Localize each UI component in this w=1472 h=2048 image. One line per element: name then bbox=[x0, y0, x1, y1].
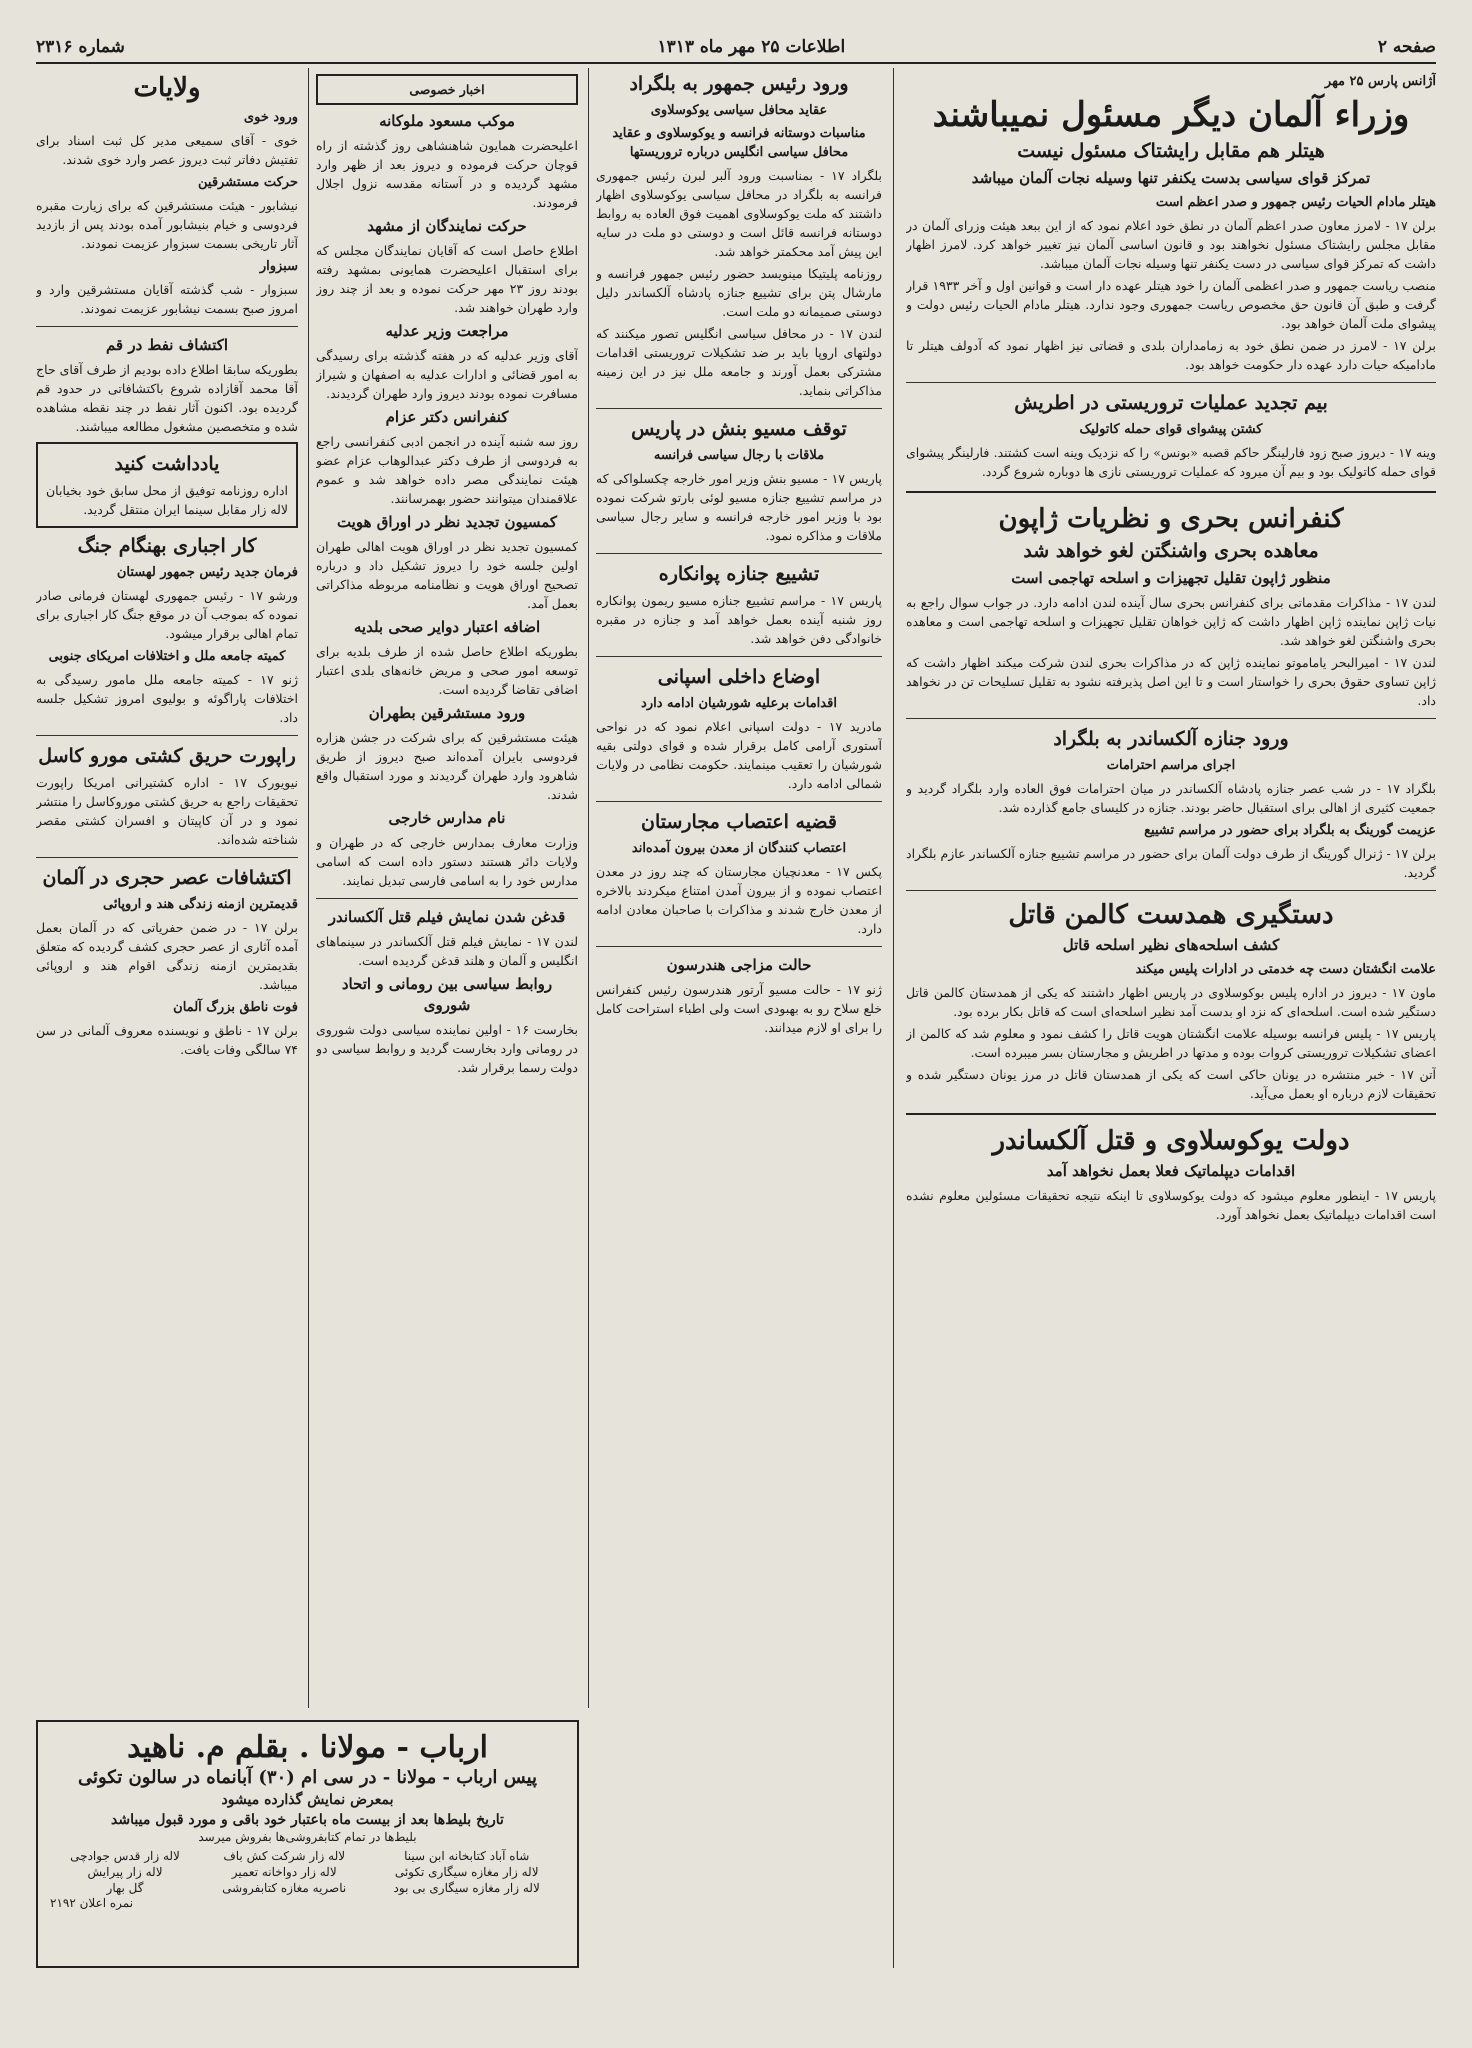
table-cell: لاله زار قدس جوادچی bbox=[70, 1849, 180, 1863]
headline: اضافه اعتبار دوایر صحی بلدیه bbox=[353, 618, 541, 636]
subheadline: اعتصاب کنندگان از معدن بیرون آمده‌اند bbox=[631, 841, 847, 856]
section-heading: عزیمت گورینگ به بلگراد برای حضور در مراسم تشییع bbox=[1144, 823, 1436, 838]
article-paragraph: نیشابور - هیئت مستشرقین که برای زیارت مقبره فردوسی و خیام بنیشابور آمده بودند پس از بازدید آثار تاریخی بسمت سبزوار عزیمت نمودند. bbox=[36, 198, 298, 251]
masthead-date: اطلاعات ۲۵ مهر ماه ۱۳۱۳ bbox=[657, 37, 846, 57]
section-box: اخبار خصوصی bbox=[316, 74, 578, 105]
ad-line: بمعرض نمایش گذارده میشود bbox=[221, 1792, 394, 1808]
article-paragraph: ژنو ۱۷ - حالت مسیو آرتور هندرسون رئیس کنفرانس خلع سلاح رو به بهبودی است ولی اطباء استراحت کامل را برای او لازم میدانند. bbox=[596, 982, 882, 1035]
subheadline: مناسبات دوستانه فرانسه و یوکوسلاوی و عقاید محافل سیاسی انگلیس درباره تروریستها bbox=[612, 126, 866, 160]
headline: دولت یوکوسلاوی و قتل آلکساندر bbox=[992, 1126, 1350, 1156]
table-cell: گل بهار bbox=[106, 1881, 144, 1895]
article-paragraph: بطوریکه سابقا اطلاع داده بودیم از طرف آقای حاج آقا محمد آقازاده شروع باکتشافاتی در حدود قم گردیده بود. اکنون آثار نفط در چند نقطه مشاهده شده و متخصصین مشغول مطالعه میباشند. bbox=[36, 362, 298, 434]
article-paragraph: برلن ۱۷ - لامرز معاون صدر اعظم آلمان در نطق خود اعلام نمود که از این ببعد هیئت وزرای آلمان در مقابل مجلس رایشتاک مسئول نخواهند بود و قانون اساسی آلمان نیز تغییر خواهد کرد. لامرز اظهار داشت که تمرکز قوای سیاسی در دست یکنفر تنها وسیله نجات آلمان میباشد. bbox=[906, 218, 1436, 271]
section-heading: هیتلر مادام الحیات رئیس جمهور و صدر اعظم است bbox=[1155, 195, 1436, 210]
ad-line: پیس ارباب - مولانا - در سی ام (۳۰) آبانماه در سالون تکوئی bbox=[77, 1767, 538, 1788]
headline: اکتشاف نفط در قم bbox=[105, 336, 229, 354]
article-paragraph: ژنو ۱۷ - کمیته جامعه ملل مامور رسیدگی به اختلافات پاراگوئه و بولیوی امروز تشکیل جلسه داد. bbox=[36, 672, 298, 725]
article-paragraph: خوی - آقای سمیعی مدیر کل ثبت اسناد برای تفتیش دفاتر ثبت دیروز عصر وارد خوی شدند. bbox=[36, 133, 298, 167]
ad-title: ارباب - مولانا . بقلم م. ناهید bbox=[127, 1730, 488, 1765]
article-paragraph: اعلیحضرت همایون شاهنشاهی روز گذشته از راه قوچان حرکت فرموده و دیروز بعد از ظهر وارد مشهد گردیده و در آستانه مقدسه نزول اجلال فرمودند. bbox=[316, 138, 578, 210]
article-paragraph: بلگراد ۱۷ - بمناسبت ورود آلبر لبرن رئیس جمهوری فرانسه به بلگراد در محافل سیاسی یوکوسلاوی اظهار داشتند که ملت یوکوسلاوی اهمیت فوق العاده به روابط دوستانه فرانسه قائل است و دوستی دو ملت در سایه این پیش آمد محکمتر خواهد شد. bbox=[596, 168, 882, 259]
page-number: صفحه ۲ bbox=[1377, 37, 1436, 57]
headline: اوضاع داخلی اسپانی bbox=[657, 666, 821, 688]
table-cell: ناصریه مغازه کتابفروشی bbox=[222, 1881, 347, 1895]
subheadline: تمرکز قوای سیاسی بدست یکنفر تنها وسیله نجات آلمان میباشد bbox=[971, 169, 1371, 187]
headline: مراجعت وزیر عدلیه bbox=[385, 322, 509, 340]
article-paragraph: آتن ۱۷ - خبر منتشره در یونان حاکی است که یکی از همدستان قاتل در مرز یونان دستگیر شده و تحقیقات لازم درباره او بعمل می‌آید. bbox=[906, 1067, 1436, 1101]
headline: ورود رئیس جمهور به بلگراد bbox=[629, 73, 849, 95]
article-paragraph: برلن ۱۷ - لامرز در ضمن نطق خود به زمامداران بلدی و قضاتی نیز اظهار نمود که آدولف هیتلر تا مادامیکه حیات دارد عهده دار حکومت خواهد بود. bbox=[906, 338, 1436, 372]
article-paragraph: هیئت مستشرقین که برای شرکت در جشن هزاره فردوسی بایران آمده‌اند صبح دیروز از طریق شاهرود وارد طهران گردیدند و مورد استقبال واقع شدند. bbox=[316, 730, 578, 802]
article-paragraph: ورشو ۱۷ - رئیس جمهوری لهستان فرمانی صادر نموده که بموجب آن در موقع جنگ کار اجباری برای تمام اهالی برقرار میشود. bbox=[36, 588, 298, 641]
subheadline: کشتن پیشوای قوای حمله کاتولیک bbox=[1079, 422, 1263, 437]
table-cell: لاله زار شرکت کش باف bbox=[223, 1849, 346, 1863]
article-paragraph: آقای وزیر عدلیه که در هفته گذشته برای رسیدگی به امور قضائی و ادارات عدلیه به اصفهان و شیراز مسافرت نموده بودند دیروز وارد طهران گردیدند. bbox=[316, 348, 578, 401]
headline: ورود جنازه آلکساندر به بلگراد bbox=[1053, 728, 1289, 750]
subheadline: عقاید محافل سیاسی یوکوسلاوی bbox=[650, 103, 828, 118]
article-paragraph: لندن ۱۷ - مذاکرات مقدماتی برای کنفرانس بحری سال آینده لندن ادامه دارد. در جواب سوال راجع به نیات ژاپن نماینده ژاپن اظهار داشت که ژاپن خواهان تقلیل تجهیزات و اسلحه تهاجمی است و معاهده بحری واشنگتن لغو خواهد شد. bbox=[906, 595, 1436, 648]
table-row bbox=[50, 1864, 565, 1880]
subheadline: هیتلر هم مقابل رایشتاک مسئول نیست bbox=[1017, 140, 1325, 162]
column-rule bbox=[588, 68, 589, 1708]
article-paragraph: بطوریکه اطلاع حاصل شده از طرف بلدیه برای توسعه امور صحی و مریض خانه‌های بلدی اعتبار اضافی تقاضا گردیده است. bbox=[316, 644, 578, 697]
article-paragraph: پاریس ۱۷ - مسیو بنش وزیر امور خارجه چکسلواکی که در مراسم تشییع جنازه مسیو لوئی بارتو شرکت نموده بود با وزیر امور خارجه فرانسه و سایر رجال سیاسی ملاقات و مذاکره نمود. bbox=[596, 471, 882, 543]
headline: راپورت حریق کشتی مورو کاسل bbox=[38, 745, 296, 767]
column-foreign bbox=[596, 68, 882, 1968]
article-paragraph: لندن ۱۷ - در محافل سیاسی انگلیس تصور میکنند که دولتهای اروپا باید بر ضد تشکیلات تروریستی اقدامات مشترکی بعمل آورند و جامعه ملل نیز در این زمینه مذاکراتی بنماید. bbox=[596, 326, 882, 398]
column-rule bbox=[308, 68, 309, 1708]
headline: بیم تجدید عملیات تروریستی در اطریش bbox=[1014, 392, 1328, 414]
ad-number: نمره اعلان ۲۱۹۲ bbox=[50, 1896, 134, 1910]
article-paragraph: وینه ۱۷ - دیروز صبح زود فارلینگر حاکم قصبه «بونس» را که نزدیک وینه است کشتند. فارلینگر پیشوای قوای حمله کاتولیک بود و بیم آن میرود که عملیات تروریستی نازی ها دوباره شروع گردد. bbox=[906, 445, 1436, 479]
article-paragraph: کمسیون تجدید نظر در اوراق هویت اهالی طهران اولین جلسه خود را دیروز تشکیل داد و درباره تصحیح اوراق هویت و نظامنامه مربوطه مذاکراتی بعمل آمد. bbox=[316, 539, 578, 611]
section-heading: سبزوار bbox=[259, 259, 298, 274]
subheadline: اجرای مراسم احترامات bbox=[1106, 758, 1236, 773]
article-paragraph: بخارست ۱۶ - اولین نماینده سیاسی دولت شوروی در رومانی وارد بخارست گردید و روابط سیاسی دو دولت رسما برقرار شد. bbox=[316, 1022, 578, 1075]
ad-line: تاریخ بلیط‌ها بعد از بیست ماه باعتبار خود باقی و مورد قبول میباشد bbox=[111, 1812, 504, 1828]
headline: حرکت نمایندگان از مشهد bbox=[367, 217, 527, 235]
column-local bbox=[316, 68, 578, 1708]
section-heading: ورود خوی bbox=[243, 110, 298, 125]
column-rule bbox=[893, 68, 894, 1968]
subheadline: منظور ژاپون تقلیل تجهیزات و اسلحه تهاجمی است bbox=[1011, 569, 1331, 587]
article-paragraph: پکس ۱۷ - معدنچیان مجارستان که چند روز در معدن اعتصاب نموده و از بیرون آمدن امتناع میکردند بالاخره از معدن خارج شدند و مذاکرات با صاحبان معادن ادامه دارد. bbox=[596, 864, 882, 936]
table-row bbox=[50, 1848, 565, 1864]
article-paragraph: بلگراد ۱۷ - در شب عصر جنازه پادشاه آلکساندر در میان احترامات فوق العاده وارد بلگراد گردید و جمعیت کثیری از اهالی برای استقبال حاضر بودند. جنازه در کلیسای جامع گذارده شد. bbox=[906, 781, 1436, 815]
article-paragraph: لندن ۱۷ - امیرالبحر یاماموتو نماینده ژاپن که در مذاکرات بحری لندن شرکت میکند اظهار داشت که ژاپن تساوی حقوق بحری را خواستار است و تا این اصل پذیرفته نشود به تقلیل تسلیحات تن در نخواهد داد. bbox=[906, 655, 1436, 708]
table-cell: لاله زار مغازه سیگاری بی بود bbox=[393, 1881, 540, 1895]
headline-main: وزراء آلمان دیگر مسئول نمیباشند bbox=[932, 95, 1410, 135]
article-paragraph: وزارت معارف بمدارس خارجی که در طهران و ولایات دائر هستند دستور داده است که اسامی مدارس خود را به اسامی فارسی تبدیل نمایند. bbox=[316, 835, 578, 888]
article-paragraph: روز سه شنبه آینده در انجمن ادبی کنفرانسی راجع به فردوسی از طرف دکتر عبدالوهاب عزام عضو هیئت نمایندگی مصر داده خواهد شد و عموم علاقمندان میتوانند حضور بهمرسانند. bbox=[316, 434, 578, 506]
headline: تشییع جنازه پوانکاره bbox=[658, 563, 820, 585]
article-paragraph: اطلاع حاصل است که آقایان نمایندگان مجلس که برای استقبال اعلیحضرت همایونی بمشهد رفته بودند روز ۲۳ مهر حرکت نموده و بعد از چند روز وارد طهران خواهند شد. bbox=[316, 243, 578, 315]
headline: روابط سیاسی بین رومانی و اتحاد شوروی bbox=[341, 975, 553, 1014]
article-paragraph: لندن ۱۷ - نمایش فیلم قتل آلکساندر در سینماهای انگلیس و آلمان و هلند قدغن گردیده است. bbox=[316, 934, 578, 968]
article-paragraph: برلن ۱۷ - ژنرال گورینگ از طرف دولت آلمان برای حضور در مراسم تشییع جنازه آلکساندر عازم بلگراد گردید. bbox=[906, 846, 1436, 880]
subheadline: اقدامات برعلیه شورشیان ادامه دارد bbox=[641, 696, 837, 711]
headline: اکتشافات عصر حجری در آلمان bbox=[42, 867, 292, 889]
article-paragraph: نیویورک ۱۷ - اداره کشتیرانی امریکا راپورت تحقیقات راجع به حریق کشتی موروکاسل را منتشر نمود و در آن کاپیتان و افسران کشتی مقصر شناخته شده‌اند. bbox=[36, 775, 298, 847]
section-heading: علامت انگشتان دست چه خدمتی در ادارات پلیس میکند bbox=[1135, 962, 1436, 977]
headline: کنفرانس بحری و نظریات ژاپون bbox=[998, 504, 1344, 534]
subheadline: معاهده بحری واشنگتن لغو خواهد شد bbox=[1023, 540, 1319, 562]
headline: قدغن شدن نمایش فیلم قتل آلکساندر bbox=[328, 908, 566, 926]
article-paragraph: پاریس ۱۷ - مراسم تشییع جنازه مسیو ریمون پوانکاره روز شنبه آینده بعمل خواهد آمد و جنازه در مقبره خانوادگی دفن خواهد شد. bbox=[596, 593, 882, 646]
table-cell: لاله زار پیرایش bbox=[87, 1865, 163, 1879]
article-paragraph: مادرید ۱۷ - دولت اسپانی اعلام نمود که در نواحی آستوری آرامی کامل برقرار شده و قوای دولتی بقیه شورشیان را تعقیب مینمایند. حکومت نظامی در ولایات شمالی ادامه دارد. bbox=[596, 719, 882, 791]
headline: کار اجباری بهنگام جنگ bbox=[77, 535, 257, 557]
section-heading: حرکت مستشرقین bbox=[198, 175, 298, 190]
article-paragraph: پاریس ۱۷ - اینطور معلوم میشود که دولت یوکوسلاوی تا اینکه نتیجه تحقیقات مسئولین معلوم نشده است اقدامات دیپلماتیک بعمل نخواهد آورد. bbox=[906, 1188, 1436, 1222]
article-paragraph: پاریس ۱۷ - پلیس فرانسه بوسیله علامت انگشتان هویت قاتل را کشف نمود و معلوم شد که کالمن از اعضای تشکیلات تروریستی کروات بوده و مدتها در اطریش و مجارستان بسر میبرده است. bbox=[906, 1026, 1436, 1060]
masthead bbox=[36, 32, 1436, 64]
headline: دستگیری همدست کالمن قاتل bbox=[1008, 900, 1334, 930]
headline: کمیته جامعه ملل و اختلافات امریکای جنوبی bbox=[48, 649, 286, 664]
article-paragraph: منصب ریاست جمهور و صدر اعظمی آلمان را خود هیتلر عهده دار است و قوانین اول و آخر ۱۹۳۳ قرار گرفت و طبق آن قانون حق مخصوص ریاست جمهوری وجود ندارد. هیتلر مادام الحیات رئیس دولت و پیشوای ملت آلمان خواهد بود. bbox=[906, 278, 1436, 331]
headline: ولایات bbox=[133, 73, 201, 103]
table-cell: لاله زار دواخانه تعمیر bbox=[231, 1865, 337, 1879]
section-heading: فوت ناطق بزرگ آلمان bbox=[173, 1000, 298, 1015]
headline: کمسیون تجدید نظر در اوراق هویت bbox=[336, 513, 558, 531]
headline: نام مدارس خارجی bbox=[388, 809, 506, 827]
table-row bbox=[50, 1880, 565, 1896]
column-main bbox=[906, 68, 1436, 2008]
table-cell: لاله زار مغازه سیگاری تکوئی bbox=[394, 1865, 539, 1879]
table-cell: شاه آباد کتابخانه ابن سینا bbox=[404, 1849, 530, 1863]
article-paragraph: برلن ۱۷ - ناطق و نویسنده معروف آلمانی در سن ۷۴ سالگی وفات یافت. bbox=[36, 1023, 298, 1057]
headline: کنفرانس دکتر عزام bbox=[385, 408, 509, 426]
ad-line: بلیط‌ها در تمام کتابفروشی‌ها بفروش میرسد bbox=[198, 1830, 417, 1844]
section-heading: فرمان جدید رئیس جمهور لهستان bbox=[116, 565, 298, 580]
article-paragraph: ماون ۱۷ - دیروز در اداره پلیس بوکوسلاوی در پاریس اظهار داشتند که یکی از همدستان کالمن قاتل دستگیر شده است. اسلحه‌ای که نزد او بدست آمد نظیر اسلحه‌ای است که قاتل بکار برده بود. bbox=[906, 985, 1436, 1019]
dateline: آژانس پارس ۲۵ مهر bbox=[1324, 74, 1436, 89]
section-heading: قدیمترین ازمنه زندگی هند و اروپائی bbox=[103, 897, 298, 912]
issue-number: شماره ۲۳۱۶ bbox=[36, 37, 125, 57]
article-paragraph: روزنامه پلیتیکا مینویسد حضور رئیس جمهور فرانسه و مارشال پتن برای تشییع جنازه پادشاه آلکساندر دلیل دوستی صمیمانه دو ملت است. bbox=[596, 266, 882, 319]
notice-box bbox=[36, 442, 298, 528]
theatre-advertisement bbox=[36, 1720, 579, 1968]
article-paragraph: برلن ۱۷ - در ضمن حفریاتی که در آلمان بعمل آمده آثاری از عصر حجری کشف گردیده که متعلق بقدیمترین ازمنه زندگی اقوام هند و اروپائی میباشد. bbox=[36, 920, 298, 992]
subheadline: کشف اسلحه‌های نظیر اسلحه قاتل bbox=[1062, 936, 1280, 954]
headline: ورود مستشرقین بطهران bbox=[368, 704, 526, 722]
ticket-outlets-table bbox=[50, 1848, 565, 1896]
column-provinces bbox=[36, 68, 298, 1708]
subheadline: ملاقات با رجال سیاسی فرانسه bbox=[653, 448, 825, 463]
article-paragraph: سبزوار - شب گذشته آقایان مستشرقین وارد و امروز صبح بسمت نیشابور عزیمت نمودند. bbox=[36, 282, 298, 316]
headline: موکب مسعود ملوکانه bbox=[379, 112, 515, 130]
headline: توقف مسیو بنش در پاریس bbox=[631, 418, 847, 440]
notice-text: اداره روزنامه توفیق از محل سابق خود بخیابان لاله زار مقابل سینما ایران منتقل گردید. bbox=[46, 483, 288, 517]
notice-title: یادداشت کنید bbox=[114, 453, 220, 475]
headline: حالت مزاجی هندرسون bbox=[666, 956, 812, 974]
subheadline: اقدامات دیپلماتیک فعلا بعمل نخواهد آمد bbox=[1046, 1162, 1296, 1180]
headline: قضیه اعتصاب مجارستان bbox=[640, 811, 837, 833]
